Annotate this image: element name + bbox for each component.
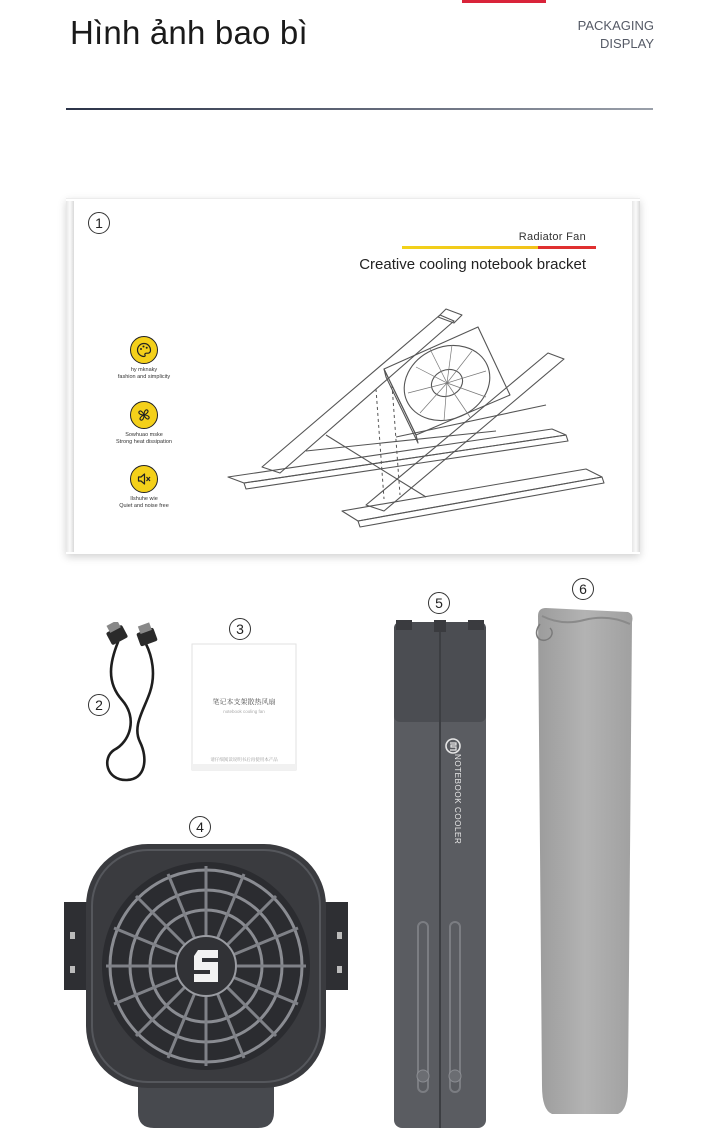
feature-quiet-line1: Ilshuhe wie	[130, 496, 158, 502]
manual-footer: 请仔细阅读说明书后再使用本产品	[210, 757, 278, 762]
feature-heat-line2: Strong heat dissipation	[116, 439, 172, 445]
stand-brand-text: NOTEBOOK COOLER	[453, 754, 462, 845]
fan-icon	[130, 401, 158, 429]
label-number-4: 4	[189, 816, 211, 838]
label-number-2: 2	[88, 694, 110, 716]
box-subtitle-underline	[402, 246, 596, 249]
feature-fashion-line2: fashion and simplicity	[117, 374, 171, 380]
box-title: Creative cooling notebook bracket	[359, 256, 586, 273]
section-tag-line2: DISPLAY	[600, 36, 654, 51]
folded-stand-image	[392, 618, 488, 1132]
section-tag	[514, 17, 654, 53]
top-accent-bar	[462, 0, 546, 3]
label-number-1: 1	[88, 212, 110, 234]
title-divider	[66, 108, 653, 110]
storage-pouch-image	[532, 606, 638, 1120]
feature-heat-line1: Sowhuao mske	[125, 432, 163, 438]
manual-leaflet-image	[190, 642, 298, 772]
label-number-6: 6	[572, 578, 594, 600]
feature-fashion-line1: hy mknaky	[130, 367, 158, 373]
label-number-5: 5	[428, 592, 450, 614]
feature-quiet	[108, 465, 180, 510]
palette-icon	[130, 336, 158, 364]
section-tag-line1: PACKAGING	[577, 18, 654, 33]
manual-subtitle: notebook cooling fan	[223, 709, 265, 714]
mute-icon	[130, 465, 158, 493]
manual-title: 笔记本支架散热风扇	[212, 699, 276, 706]
label-number-3: 3	[229, 618, 251, 640]
cooling-fan-image	[62, 840, 350, 1132]
usb-cable-image	[100, 622, 170, 786]
box-subtitle: Radiator Fan	[518, 231, 586, 243]
feature-heat-dissipation	[108, 401, 180, 446]
feature-fashion	[108, 336, 180, 381]
page-title: Hình ảnh bao bì	[70, 14, 308, 51]
feature-quiet-line2: Quiet and noise free	[119, 503, 169, 509]
